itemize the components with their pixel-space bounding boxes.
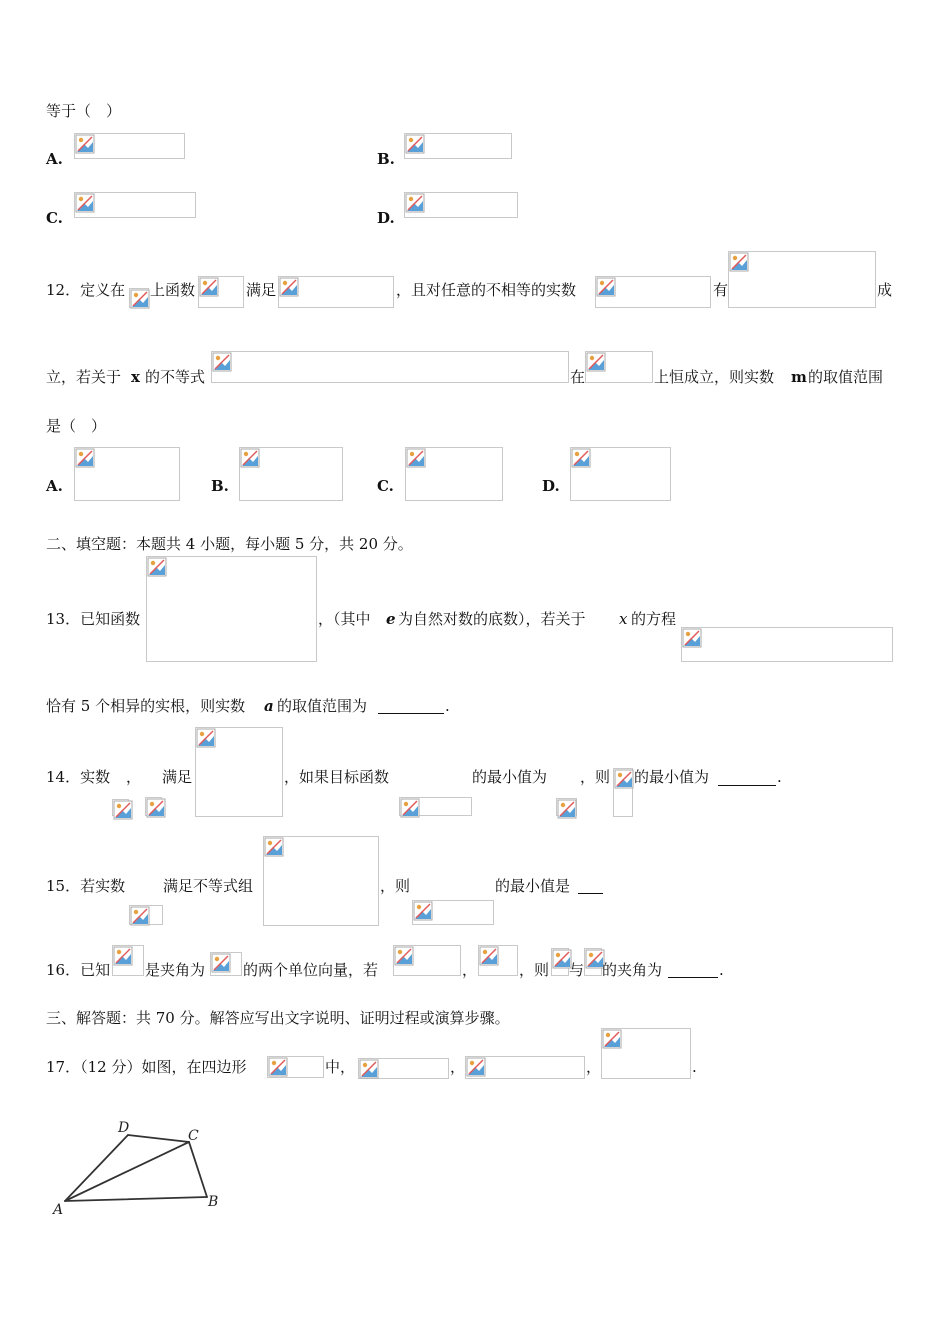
- q13-text-3: 的方程: [631, 610, 677, 628]
- q12-option-a-image: [74, 447, 180, 501]
- q13-e: e: [386, 610, 396, 628]
- q12-line2-e: 的取值范围: [808, 368, 884, 386]
- q15-vars-image: [129, 905, 163, 925]
- q16-vec-a-image: [551, 948, 569, 976]
- q15-text-2: ，则: [380, 877, 411, 895]
- q16-vec-b-image: [584, 948, 602, 976]
- q11-option-a-image: [74, 133, 185, 159]
- q11-option-a-label: A.: [46, 150, 63, 168]
- q16-a-image: [393, 945, 461, 976]
- q12-option-d-label: D.: [542, 477, 560, 495]
- q14-system-image: [195, 727, 283, 817]
- q17-quad-image: [267, 1056, 324, 1078]
- q12-option-a-label: A.: [46, 477, 63, 495]
- q17-cond2-image: [465, 1056, 585, 1079]
- q11-option-b-label: B.: [377, 150, 395, 168]
- q16-number: 16．已知: [46, 961, 111, 979]
- edge-da: [65, 1135, 128, 1201]
- q14-min-image: [556, 798, 577, 816]
- q16-end: .: [719, 961, 724, 979]
- diagonal-ac: [65, 1142, 189, 1201]
- q13-a: a: [264, 697, 274, 715]
- q12-line2-c: 在: [570, 368, 586, 386]
- q12-text-5: 成: [877, 281, 893, 299]
- q12-interval-image: [585, 351, 653, 383]
- vertex-label-d: D: [118, 1120, 130, 1136]
- q15-number: 15．若实数: [46, 877, 126, 895]
- q12-text-2: 满足: [246, 281, 277, 299]
- q16-text-6: 的夹角为: [602, 961, 663, 979]
- q12-line2-a: 立，若关于: [46, 368, 122, 386]
- q15-text-1: 满足不等式组: [163, 877, 254, 895]
- q14-text-5: 的最小值为: [634, 768, 710, 786]
- q12-text-3: ，且对任意的不相等的实数: [396, 281, 577, 299]
- q17-cond1-image: [358, 1058, 449, 1079]
- q13-text-2: 为自然对数的底数），若关于: [398, 610, 586, 628]
- q12-option-c-image: [405, 447, 503, 501]
- q11-option-c-image: [74, 192, 196, 218]
- q13-equation-image: [681, 627, 893, 662]
- q14-answer-blank[interactable]: [718, 785, 776, 786]
- q12-text-1: 上函数: [150, 281, 196, 299]
- q12-option-b-image: [239, 447, 343, 501]
- q14-end: .: [777, 768, 782, 786]
- quadrilateral-figure: [45, 1115, 235, 1225]
- q13-end: .: [445, 697, 450, 715]
- q14-y-image: [145, 797, 162, 816]
- q12-line3: 是（ ）: [46, 417, 107, 435]
- edge-dc: [128, 1135, 189, 1142]
- q17-text-3: ，: [586, 1058, 602, 1076]
- q17-cond3-image: [601, 1028, 691, 1079]
- q15-system-image: [263, 836, 379, 926]
- q16-vectors-image: [112, 945, 144, 976]
- section-3-heading: 三、解答题：共 70 分。解答应写出文字说明、证明过程或演算步骤。: [46, 1009, 510, 1027]
- q12-option-d-image: [570, 447, 671, 501]
- q13-text-1: ，（其中: [318, 610, 371, 628]
- edge-cb: [189, 1142, 207, 1197]
- q12-ineq2-image: [211, 351, 569, 383]
- q13-number: 13．已知函数: [46, 610, 141, 628]
- q12-text-4: 有: [713, 281, 729, 299]
- q12-line2-m: m: [791, 368, 807, 386]
- q14-comma: ，: [126, 768, 142, 786]
- q16-text-2: 的两个单位向量，若: [243, 961, 379, 979]
- q12-vars-image: [595, 276, 711, 308]
- q12-line2-b: 的不等式: [145, 368, 206, 386]
- q16-answer-blank[interactable]: [668, 977, 718, 978]
- q16-text-4: ，则: [519, 961, 550, 979]
- vertex-label-b: B: [208, 1194, 219, 1210]
- q16-angle-image: [210, 952, 242, 976]
- q11-option-d-image: [404, 192, 518, 218]
- q14-number: 14．实数: [46, 768, 111, 786]
- q12-option-c-label: C.: [377, 477, 394, 495]
- q14-expr-image: [613, 768, 633, 817]
- q13-x: x: [619, 610, 628, 628]
- q12-function-image: [198, 276, 244, 308]
- q11-option-c-label: C.: [46, 209, 63, 227]
- q11-option-d-label: D.: [377, 209, 395, 227]
- q11-option-b-image: [404, 133, 512, 159]
- q12-line2-d: 上恒成立，则实数: [654, 368, 775, 386]
- q12-domain-image: [129, 288, 149, 308]
- q17-text-2: ，: [450, 1058, 466, 1076]
- q12-option-b-label: B.: [211, 477, 229, 495]
- section-2-heading: 二、填空题：本题共 4 小题，每小题 5 分，共 20 分。: [46, 535, 413, 553]
- q12-inequality-image: [728, 251, 876, 308]
- q12-condition-image: [278, 276, 394, 308]
- q17-text-1: 中，: [325, 1058, 356, 1076]
- q16-b-image: [478, 945, 518, 976]
- q17-end: .: [692, 1058, 697, 1076]
- q11-tail: 等于（ ）: [46, 102, 122, 120]
- q17-number: 17．（12 分）如图，在四边形: [46, 1058, 247, 1076]
- q14-text-3: 的最小值为: [472, 768, 548, 786]
- q15-expr-image: [412, 900, 494, 925]
- vertex-label-a: A: [53, 1202, 64, 1218]
- q14-text-1: 满足: [162, 768, 193, 786]
- edge-ab: [65, 1197, 207, 1201]
- q13-line2-b: 的取值范围为: [277, 697, 368, 715]
- q12-line2-x: x: [131, 368, 140, 386]
- q16-text-3: ，: [462, 961, 478, 979]
- q13-answer-blank[interactable]: [378, 713, 444, 714]
- q13-line2-a: 恰有 5 个相异的实根，则实数: [46, 697, 246, 715]
- vertex-label-c: C: [188, 1128, 199, 1144]
- q15-answer-blank[interactable]: [578, 893, 603, 894]
- q16-text-5: 与: [569, 961, 585, 979]
- q15-text-3: 的最小值是: [495, 877, 571, 895]
- q12-number: 12．定义在: [46, 281, 126, 299]
- q14-text-4: ，则: [580, 768, 611, 786]
- q13-function-image: [146, 556, 317, 662]
- q14-objective-image: [399, 797, 472, 816]
- q16-text-1: 是夹角为: [145, 961, 206, 979]
- q14-text-2: ，如果目标函数: [284, 768, 390, 786]
- q14-x-image: [112, 799, 129, 816]
